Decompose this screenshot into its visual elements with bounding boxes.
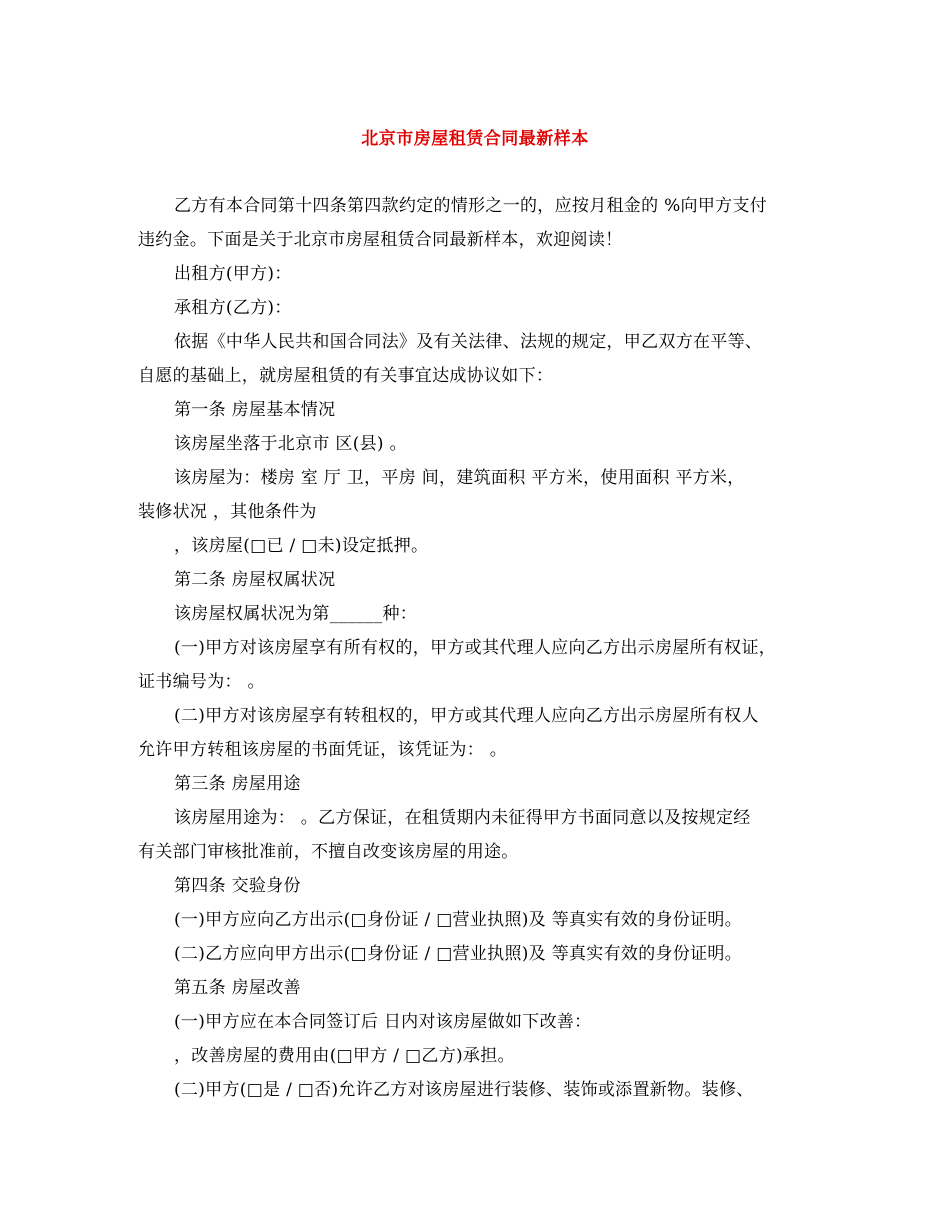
document-title: 北京市房屋租赁合同最新样本 xyxy=(361,129,589,149)
document-line: 第二条 房屋权属状况 xyxy=(174,570,336,590)
document-line: (一)甲方应向乙方出示(□身份证 / □营业执照)及 等真实有效的身份证明。 xyxy=(174,910,742,930)
document-line: (二)甲方对该房屋享有转租权的，甲方或其代理人应向乙方出示房屋所有权人 xyxy=(174,706,759,726)
document-line: 违约金。下面是关于北京市房屋租赁合同最新样本，欢迎阅读！ xyxy=(138,230,623,250)
document-line: 该房屋用途为： 。乙方保证，在租赁期内未征得甲方书面同意以及按规定经 xyxy=(174,808,751,828)
document-line: 依据《中华人民共和国合同法》及有关法律、法规的规定，甲乙双方在平等、 xyxy=(174,332,763,352)
document-line: 该房屋为：楼房 室 厅 卫，平房 间，建筑面积 平方米，使用面积 平方米， xyxy=(174,468,745,488)
document-line: 有关部门审核批准前，不擅自改变该房屋的用途。 xyxy=(138,842,519,862)
document-line: 允许甲方转租该房屋的书面凭证，该凭证为： 。 xyxy=(138,740,508,760)
document-line: 第四条 交验身份 xyxy=(174,876,301,896)
document-line: 自愿的基础上，就房屋租赁的有关事宜达成协议如下： xyxy=(138,366,554,386)
document-line: (一)甲方应在本合同签订后 日内对该房屋做如下改善： xyxy=(174,1012,592,1032)
document-line: 出租方(甲方)： xyxy=(174,264,292,284)
document-line: 第三条 房屋用途 xyxy=(174,774,301,794)
document-line: (一)甲方对该房屋享有所有权的，甲方或其代理人应向乙方出示房屋所有权证， xyxy=(174,638,777,658)
document-line: 第一条 房屋基本情况 xyxy=(174,400,336,420)
document-line: 乙方有本合同第十四条第四款约定的情形之一的，应按月租金的 %向甲方支付 xyxy=(174,196,768,216)
document-line: 证书编号为： 。 xyxy=(138,672,265,692)
document-line: 该房屋坐落于北京市 区(县) 。 xyxy=(174,434,407,454)
document-line: (二)乙方应向甲方出示(□身份证 / □营业执照)及 等真实有效的身份证明。 xyxy=(174,944,742,964)
document-line: 该房屋权属状况为第______种： xyxy=(174,604,418,624)
document-line: 第五条 房屋改善 xyxy=(174,978,301,998)
document-line: ，改善房屋的费用由(□甲方 / □乙方)承担。 xyxy=(174,1046,515,1066)
document-line: 装修状况 ，其他条件为 xyxy=(138,502,317,522)
document-body xyxy=(138,189,818,1107)
document-line: (二)甲方(□是 / □否)允许乙方对该房屋进行装修、装饰或添置新物。装修、 xyxy=(174,1080,754,1100)
document-line: ，该房屋(□已 / □未)设定抵押。 xyxy=(174,536,429,556)
document-line: 承租方(乙方)： xyxy=(174,298,292,318)
